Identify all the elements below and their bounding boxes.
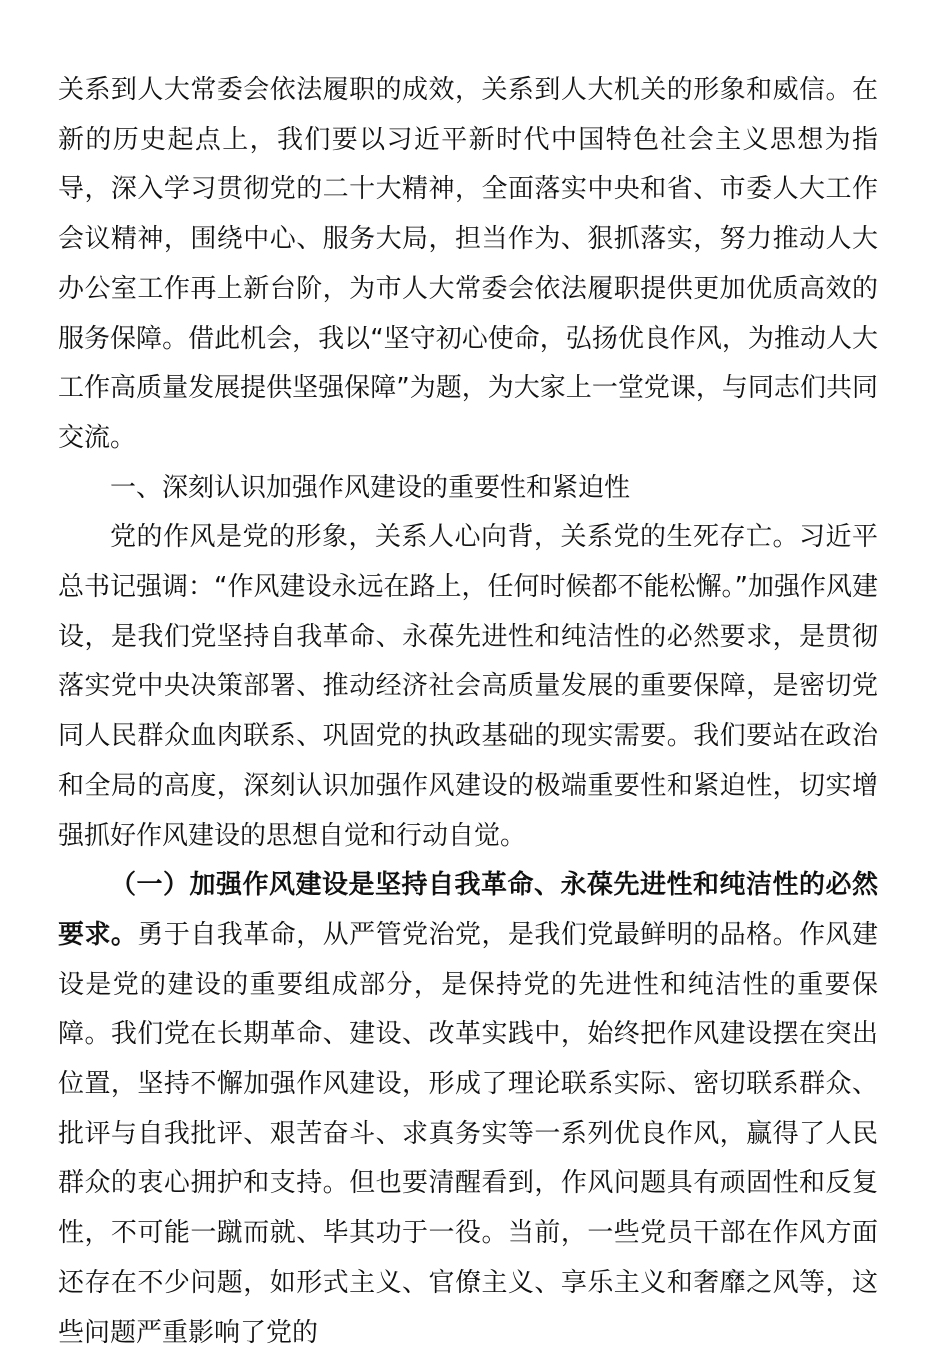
subsection-body: 勇于自我革命，从严管党治党，是我们党最鲜明的品格。作风建设是党的建设的重要组成部分，是保持党的先进性和纯洁性的重要保障。我们党在长期革命、建设、改革实践中，始终把作风建设摆在突出位置，坚持不懈加强作风建设，形成了理论联系实际、密切联系群众、批评与自我批评、艰苦奋斗、求真务实等一系列优良作风，赢得了人民群众的衷心拥护和支持。但也要清醒看到，作风问题具有顽固性和反复性，不可能一蹴而就、毕其功于一役。当前，一些党员干部在作风方面还存在不少问题，如形式主义、官僚主义、享乐主义和奢靡之风等，这些问题严重影响了党的: [58, 919, 878, 1348]
subsection-paragraph: [58, 861, 878, 1358]
document-body: [58, 66, 878, 1358]
section-heading: 一、深刻认识加强作风建设的重要性和紧迫性: [110, 472, 631, 503]
intro-paragraph: 关系到人大常委会依法履职的成效，关系到人大机关的形象和威信。在新的历史起点上，我们要以习近平新时代中国特色社会主义思想为指导，深入学习贯彻党的二十大精神，全面落实中央和省、市委人大工作会议精神，围绕中心、服务大局，担当作为、狠抓落实，努力推动人大办公室工作再上新台阶，为市人大常委会依法履职提供更加优质高效的服务保障。借此机会，我以“坚守初心使命，弘扬优良作风，为推动人大工作高质量发展提供坚强保障”为题，为大家上一堂党课，与同志们共同交流。: [58, 75, 878, 453]
subsection-lead: （一）加强作风建设是坚持自我革命、永葆先进性和纯洁性的必然要求。: [58, 870, 878, 950]
section-paragraph: 党的作风是党的形象，关系人心向背，关系党的生死存亡。习近平总书记强调：“作风建设永远在路上，任何时候都不能松懈。”加强作风建设，是我们党坚持自我革命、永葆先进性和纯洁性的必然要求，是贯彻落实党中央决策部署、推动经济社会高质量发展的重要保障，是密切党同人民群众血肉联系、巩固党的执政基础的现实需要。我们要站在政治和全局的高度，深刻认识加强作风建设的极端重要性和紧迫性，切实增强抓好作风建设的思想自觉和行动自觉。: [58, 522, 878, 851]
